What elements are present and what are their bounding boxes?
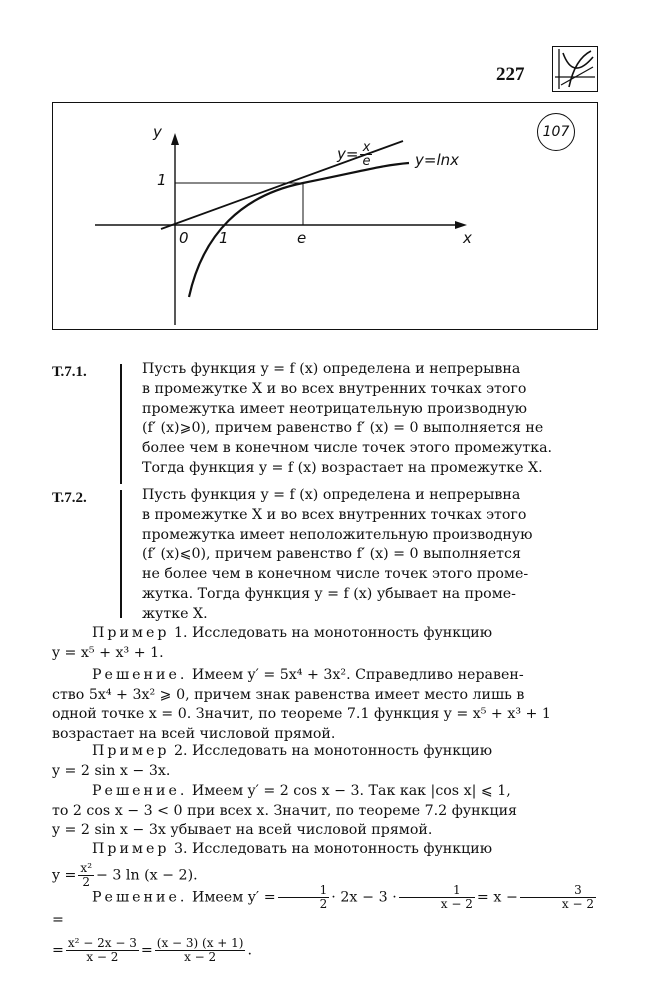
fraction-numerator: 1 [399, 884, 475, 898]
solution-3-line-2: = $\frac{\text{x² − 2x − 3}}{x - 2}$ = $\frac{(x - 3) (x + 1)}{x - 2}$ . [52, 935, 252, 964]
solution-2-line-3: y = 2 sin x − 3x убывает на всей числовой прямой. [52, 822, 433, 839]
theorem-line: не более чем в конечном числе точек этого проме- [142, 566, 529, 583]
example-3 [52, 840, 598, 889]
example-2 [52, 742, 598, 781]
example-3-heading: Пример [92, 841, 170, 857]
example-3-text: 3. Исследовать на монотонность функцию [173, 841, 493, 857]
theorem-line: Пусть функция y = f (x) определена и непрерывна [142, 487, 521, 503]
theorem-7-1-bar [120, 364, 122, 484]
theorem-line: жутке X. [142, 605, 208, 622]
figure-number: 107 [537, 113, 575, 151]
solution-2-line-2: то 2 cos x − 3 < 0 при всех x. Значит, по теореме 7.2 функция [52, 802, 518, 819]
solution-3 [52, 884, 598, 964]
y-axis-arrow [171, 133, 179, 145]
example-1-function: y = x⁵ + x³ + 1. [52, 644, 164, 661]
theorem-7-1-id: Т.7.1. [52, 364, 87, 380]
solution-1-text: Имеем y′ = 5x⁴ + 3x². Справедливо неравен- [191, 667, 524, 683]
theorem-7-2-bar [120, 490, 122, 618]
theorem-7-1-text [142, 360, 598, 479]
theorem-line: промежутка имеет неположительную производную [142, 526, 533, 543]
fraction-denominator: 2 [82, 874, 91, 889]
fraction-denominator: x − 2 [86, 949, 119, 964]
theorem-line: в промежутке X и во всех внутренних точках этого [142, 506, 527, 523]
solution-1-heading: Решение. [92, 667, 188, 683]
theorem-line: Тогда функция y = f (x) возрастает на промежутке X. [142, 459, 543, 476]
theorem-line: (f′ (x)⩽0), причем равенство f′ (x) = 0 выполняется [142, 546, 521, 563]
fraction-denominator: x − 2 [561, 897, 594, 911]
figure-107 [52, 102, 598, 330]
example-1 [52, 624, 598, 663]
solution-3-mid-2: = x − [476, 889, 518, 906]
theorem-line: в промежутке X и во всех внутренних точках этого [142, 380, 527, 397]
x-axis-label: x [463, 229, 472, 247]
theorem-7-2-text [142, 486, 598, 625]
origin-label: 0 [179, 229, 189, 247]
theorem-line: промежутка имеет неотрицательную производную [142, 400, 527, 417]
page-number: 227 [496, 64, 525, 85]
fraction-denominator: 2 [319, 897, 328, 911]
x-axis-arrow [455, 221, 467, 229]
fraction-numerator: x² − 2x − 3 [67, 935, 137, 950]
example-2-function: y = 2 sin x − 3x. [52, 762, 171, 779]
solution-1 [52, 666, 598, 744]
example-2-heading: Пример [92, 743, 170, 759]
solution-2-text: Имеем y′ = 2 cos x − 3. Так как |cos x| ⩽ 1, [191, 783, 511, 799]
solution-1-line-4: возрастает на всей числовой прямой. [52, 725, 336, 742]
theorem-line: (f′ (x)⩾0), причем равенство f′ (x) = 0 выполняется не [142, 420, 544, 437]
fraction-numerator: x² [80, 860, 92, 875]
solution-2 [52, 782, 598, 841]
example-1-text: 1. Исследовать на монотонность функцию [173, 625, 493, 641]
fraction-denominator: x − 2 [184, 949, 217, 964]
solution-3-text: Имеем y′ = [192, 889, 276, 906]
example-2-text: 2. Исследовать на монотонность функцию [173, 743, 493, 759]
fraction-numerator: (x − 3) (x + 1) [156, 935, 244, 950]
one-x-label: 1 [219, 229, 229, 247]
theorem-line: Пусть функция y = f (x) определена и непрерывна [142, 361, 521, 377]
tangent-label-numerator: x [360, 141, 372, 155]
tangent-line-label: y= $\frac{x}{e}$ [337, 140, 371, 169]
solution-1-line-2: ство 5x⁴ + 3x² ⩾ 0, причем знак равенства имеет место лишь в [52, 686, 525, 703]
solution-3-mid: · 2x − 3 · [331, 889, 397, 906]
theorem-7-2-id: Т.7.2. [52, 490, 87, 506]
ln-curve-label: y=lnx [415, 151, 459, 169]
tangent-label-denominator: e [362, 154, 371, 169]
solution-3-heading: Решение. [92, 889, 188, 906]
chapter-graph-icon [552, 46, 598, 92]
fraction-numerator: 3 [520, 884, 596, 898]
fraction-denominator: x − 2 [440, 897, 473, 911]
solution-1-line-3: одной точке x = 0. Значит, по теореме 7.1 функция y = x⁵ + x³ + 1 [52, 706, 551, 723]
example-3-function: y = $\frac{\text{x²}}{2}$ − 3 ln (x − 2). [52, 860, 198, 889]
theorem-line: жутка. Тогда функция y = f (x) убывает на проме- [142, 585, 516, 602]
fraction-numerator: 1 [278, 884, 330, 898]
graph-lnx-and-tangent [53, 103, 599, 331]
y-axis-label: y [153, 123, 162, 141]
solution-3-end: = [52, 912, 64, 928]
example-1-heading: Пример [92, 625, 170, 641]
theorem-line: более чем в конечном числе точек этого промежутка. [142, 440, 553, 457]
e-x-label: e [297, 229, 307, 247]
solution-2-heading: Решение. [92, 783, 188, 799]
one-y-label: 1 [157, 171, 167, 189]
